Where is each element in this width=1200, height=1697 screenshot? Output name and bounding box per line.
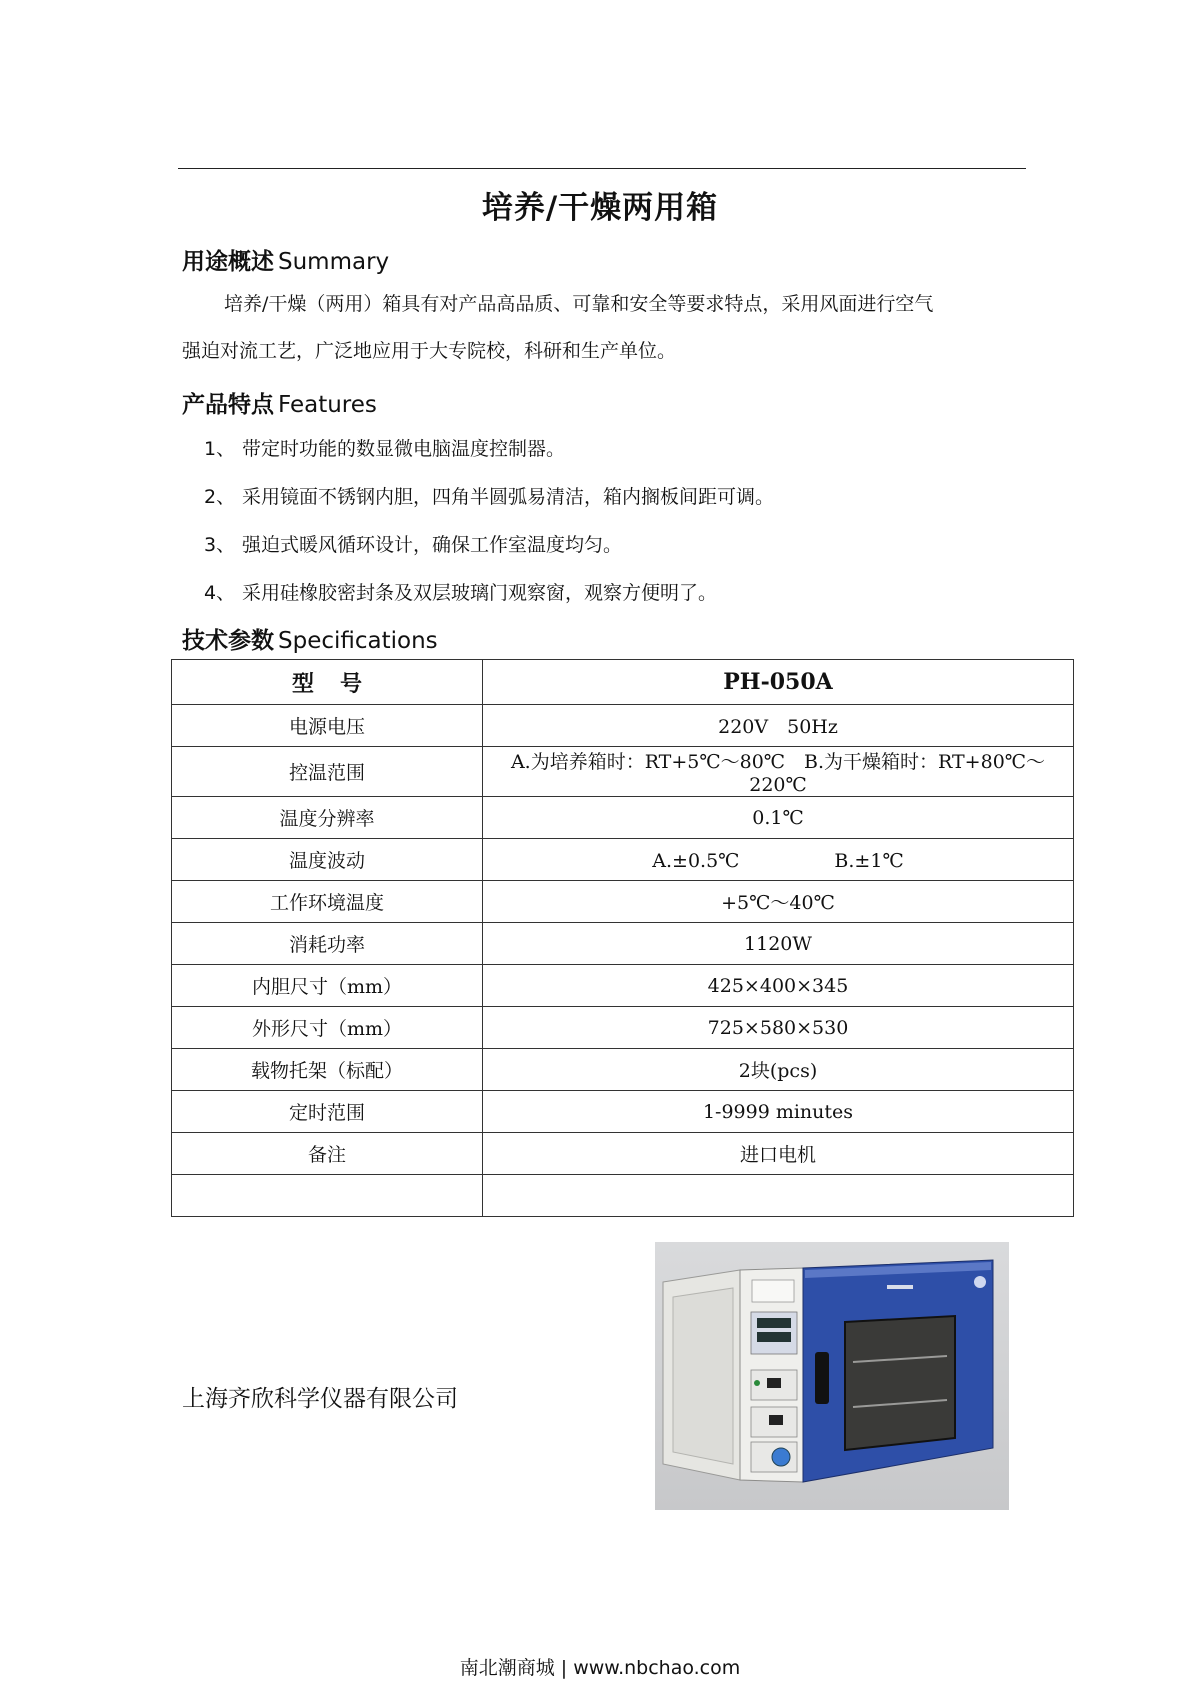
feature-text: 采用镜面不锈钢内胆，四角半圆弧易清洁，箱内搁板间距可调。 bbox=[242, 486, 775, 508]
spec-header-model: PH-050A bbox=[483, 660, 1074, 705]
spec-value: 725×580×530 bbox=[483, 1007, 1074, 1049]
section-heading-specs bbox=[182, 622, 438, 655]
incubator-illustration bbox=[655, 1242, 1009, 1510]
spec-header-label: 型号 bbox=[172, 660, 483, 705]
spec-value: 0.1℃ bbox=[483, 797, 1074, 839]
spec-label: 温度波动 bbox=[172, 839, 483, 881]
spec-label: 工作环境温度 bbox=[172, 881, 483, 923]
feature-number: 1、 bbox=[204, 438, 236, 460]
spec-label: 电源电压 bbox=[172, 705, 483, 747]
table-row bbox=[172, 1091, 1074, 1133]
spec-value: +5℃～40℃ bbox=[483, 881, 1074, 923]
table-row bbox=[172, 923, 1074, 965]
feature-text: 带定时功能的数显微电脑温度控制器。 bbox=[242, 438, 566, 460]
feature-item bbox=[204, 482, 774, 509]
table-row bbox=[172, 705, 1074, 747]
summary-line-1: 培养/干燥（两用）箱具有对产品高品质、可靠和安全等要求特点，采用风面进行空气 bbox=[224, 293, 934, 315]
table-row bbox=[172, 839, 1074, 881]
table-row bbox=[172, 1133, 1074, 1175]
feature-text: 强迫式暖风循环设计，确保工作室温度均匀。 bbox=[242, 534, 623, 556]
feature-item bbox=[204, 530, 622, 557]
spec-label: 内胆尺寸（mm） bbox=[172, 965, 483, 1007]
spec-value: 1-9999 minutes bbox=[483, 1091, 1074, 1133]
spec-value: 进口电机 bbox=[483, 1133, 1074, 1175]
table-row bbox=[172, 797, 1074, 839]
feature-number: 3、 bbox=[204, 534, 236, 556]
section-heading-features bbox=[182, 386, 377, 419]
summary-paragraph bbox=[182, 281, 1042, 375]
spec-label: 温度分辨率 bbox=[172, 797, 483, 839]
product-photo bbox=[655, 1242, 1009, 1510]
feature-text: 采用硅橡胶密封条及双层玻璃门观察窗，观察方便明了。 bbox=[242, 582, 718, 604]
table-row bbox=[172, 1007, 1074, 1049]
table-row bbox=[172, 1049, 1074, 1091]
company-name: 上海齐欣科学仪器有限公司 bbox=[182, 1386, 458, 1412]
spec-value: A.为培养箱时：RT+5℃～80℃ B.为干燥箱时：RT+80℃～220℃ bbox=[483, 747, 1074, 797]
feature-number: 4、 bbox=[204, 582, 236, 604]
spec-label: 外形尺寸（mm） bbox=[172, 1007, 483, 1049]
summary-line-2: 强迫对流工艺，广泛地应用于大专院校，科研和生产单位。 bbox=[182, 340, 677, 362]
section-heading-zh: 技术参数 bbox=[182, 628, 274, 654]
spec-label: 控温范围 bbox=[172, 747, 483, 797]
section-heading-zh: 用途概述 bbox=[182, 249, 274, 275]
feature-item bbox=[204, 434, 565, 461]
spec-value: 1120W bbox=[483, 923, 1074, 965]
spec-label: 消耗功率 bbox=[172, 923, 483, 965]
feature-item bbox=[204, 578, 717, 605]
section-heading-summary bbox=[182, 243, 389, 276]
spec-value: A.±0.5℃ B.±1℃ bbox=[483, 839, 1074, 881]
spec-label: 载物托架（标配） bbox=[172, 1049, 483, 1091]
footer-watermark: 南北潮商城 | www.nbchao.com bbox=[459, 1657, 741, 1679]
table-row bbox=[172, 1175, 1074, 1217]
spec-label bbox=[172, 1175, 483, 1217]
table-row bbox=[172, 747, 1074, 797]
feature-number: 2、 bbox=[204, 486, 236, 508]
spec-label: 定时范围 bbox=[172, 1091, 483, 1133]
spec-value: 220V 50Hz bbox=[483, 705, 1074, 747]
top-rule bbox=[178, 168, 1026, 169]
spec-label: 备注 bbox=[172, 1133, 483, 1175]
spec-value: 2块(pcs) bbox=[483, 1049, 1074, 1091]
section-heading-en: Summary bbox=[278, 249, 390, 275]
spec-value bbox=[483, 1175, 1074, 1217]
spec-value: 425×400×345 bbox=[483, 965, 1074, 1007]
table-row bbox=[172, 965, 1074, 1007]
spec-header-row bbox=[172, 660, 1074, 705]
table-row bbox=[172, 881, 1074, 923]
spec-table bbox=[171, 659, 1074, 1217]
section-heading-en: Features bbox=[278, 392, 377, 418]
section-heading-en: Specifications bbox=[278, 628, 438, 654]
document-title: 培养/干燥两用箱 bbox=[481, 190, 719, 226]
section-heading-zh: 产品特点 bbox=[182, 392, 274, 418]
